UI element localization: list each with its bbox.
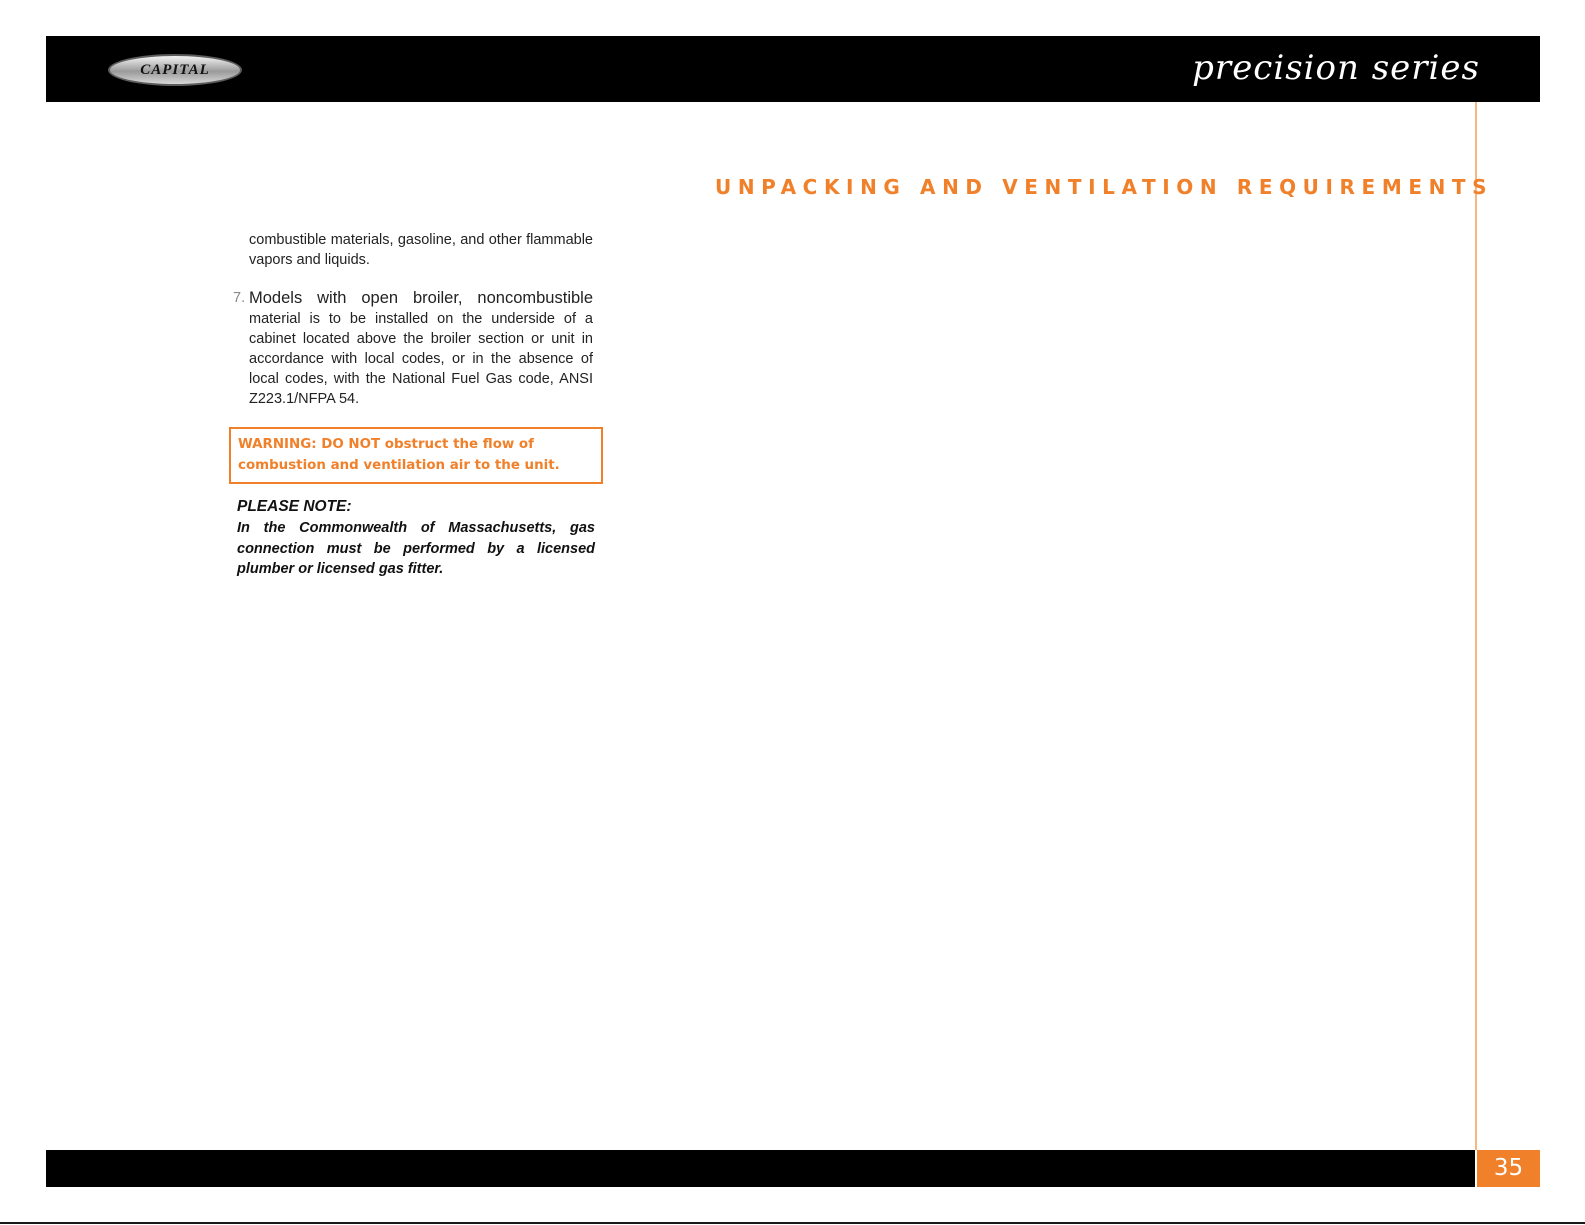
logo-text: CAPITAL	[140, 61, 210, 78]
list-item-7	[233, 288, 593, 409]
section-title: UNPACKING AND VENTILATION REQUIREMENTS	[715, 175, 1494, 199]
continuation-paragraph: combustible materials, gasoline, and other flammable vapors and liquids.	[249, 232, 593, 268]
warning-box	[229, 427, 603, 484]
note-text: In the Commonwealth of Massachusetts, gas connection must be performed by a licensed plumber or licensed gas fitter.	[237, 520, 595, 577]
note-title: PLEASE NOTE:	[237, 498, 352, 515]
content-column	[233, 230, 602, 580]
list-item-number: 7.	[233, 290, 246, 306]
warning-text: WARNING: DO NOT obstruct the flow of combustion and ventilation air to the unit.	[238, 437, 560, 473]
list-item-text: material is to be installed on the underside of a cabinet located above the broiler section or unit in accordance with local codes, or in the absence of local codes, with the National Fuel Gas code, ANSI Z223.1/NFPA 54.	[249, 311, 593, 407]
footer-bar	[46, 1150, 1475, 1187]
right-margin-rule	[1475, 102, 1477, 1150]
series-title: precision series	[1192, 48, 1480, 88]
page-number: 35	[1477, 1150, 1540, 1187]
header-bar	[46, 36, 1540, 102]
bottom-edge-line	[0, 1222, 1585, 1224]
capital-logo	[108, 54, 242, 86]
list-item-lead: Models with open broiler, noncombustible	[249, 289, 593, 307]
